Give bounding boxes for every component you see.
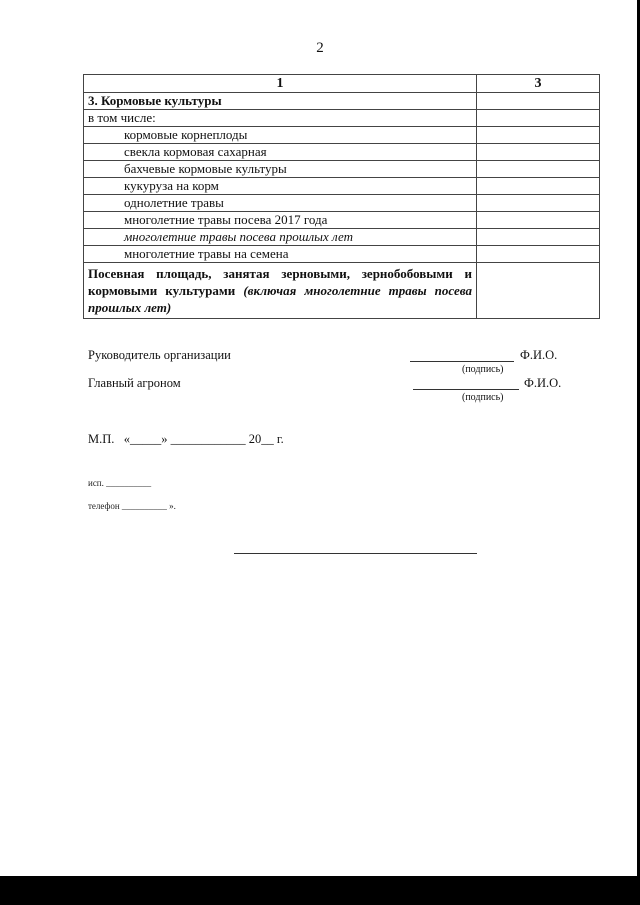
- row-value-cell[interactable]: [477, 144, 600, 161]
- agronomist-label: Главный агроном: [88, 376, 181, 390]
- total-main: Посевная площадь, занятая зерновыми, зернобобовыми и кормовыми культурами: [88, 266, 472, 298]
- phone-line: телефон __________ ».: [88, 501, 176, 511]
- row-value-cell[interactable]: [477, 178, 600, 195]
- head-fio: Ф.И.О.: [520, 348, 558, 362]
- row-value-cell[interactable]: [477, 195, 600, 212]
- row-value-cell[interactable]: [477, 246, 600, 263]
- row-label: бахчевые кормовые культуры: [84, 161, 477, 178]
- row-label: однолетние травы: [84, 195, 477, 212]
- head-label: Руководитель организации: [88, 348, 231, 362]
- agronomist-fio: Ф.И.О.: [524, 376, 562, 390]
- row-value-cell[interactable]: [477, 93, 600, 110]
- head-signature-caption: (подпись): [462, 364, 504, 375]
- row-value-cell[interactable]: [477, 229, 600, 246]
- row-value-cell[interactable]: [477, 127, 600, 144]
- row-value-cell[interactable]: [477, 110, 600, 127]
- row-value-cell[interactable]: [477, 161, 600, 178]
- row-label: многолетние травы посева 2017 года: [84, 212, 477, 229]
- total-value-cell[interactable]: [477, 263, 600, 319]
- table-row: [84, 178, 600, 195]
- row-label: кукуруза на корм: [84, 178, 477, 195]
- table-row: [84, 195, 600, 212]
- head-signature-line[interactable]: [410, 361, 514, 362]
- stamp-date-line: М.П. «_____» ____________ 20__ г.: [88, 432, 284, 446]
- row-label: кормовые корнеплоды: [84, 127, 477, 144]
- table-row-total: [84, 263, 600, 319]
- row-label: многолетние травы посева прошлых лет: [84, 229, 477, 246]
- table-row: [84, 127, 600, 144]
- table-row: [84, 93, 600, 110]
- row-label: в том числе:: [84, 110, 477, 127]
- executor-line: исп. __________: [88, 478, 152, 488]
- total-label: [84, 263, 477, 319]
- table-row: [84, 246, 600, 263]
- table-row: [84, 212, 600, 229]
- table-row: [84, 161, 600, 178]
- agronomist-signature-caption: (подпись): [462, 392, 504, 403]
- page-number: 2: [316, 40, 324, 56]
- scan-border: [0, 876, 640, 905]
- column-header-3: 3: [477, 75, 600, 93]
- row-label: многолетние травы на семена: [84, 246, 477, 263]
- table-row: [84, 229, 600, 246]
- table-row: [84, 110, 600, 127]
- crops-table: [83, 74, 600, 319]
- total-note: (включая многолетние травы посева прошлых лет): [88, 283, 472, 315]
- agronomist-signature-line[interactable]: [413, 389, 519, 390]
- column-header-1: 1: [84, 75, 477, 93]
- row-label: свекла кормовая сахарная: [84, 144, 477, 161]
- row-label: 3. Кормовые культуры: [84, 93, 477, 110]
- row-value-cell[interactable]: [477, 212, 600, 229]
- table-row: [84, 144, 600, 161]
- bottom-divider: [234, 553, 477, 554]
